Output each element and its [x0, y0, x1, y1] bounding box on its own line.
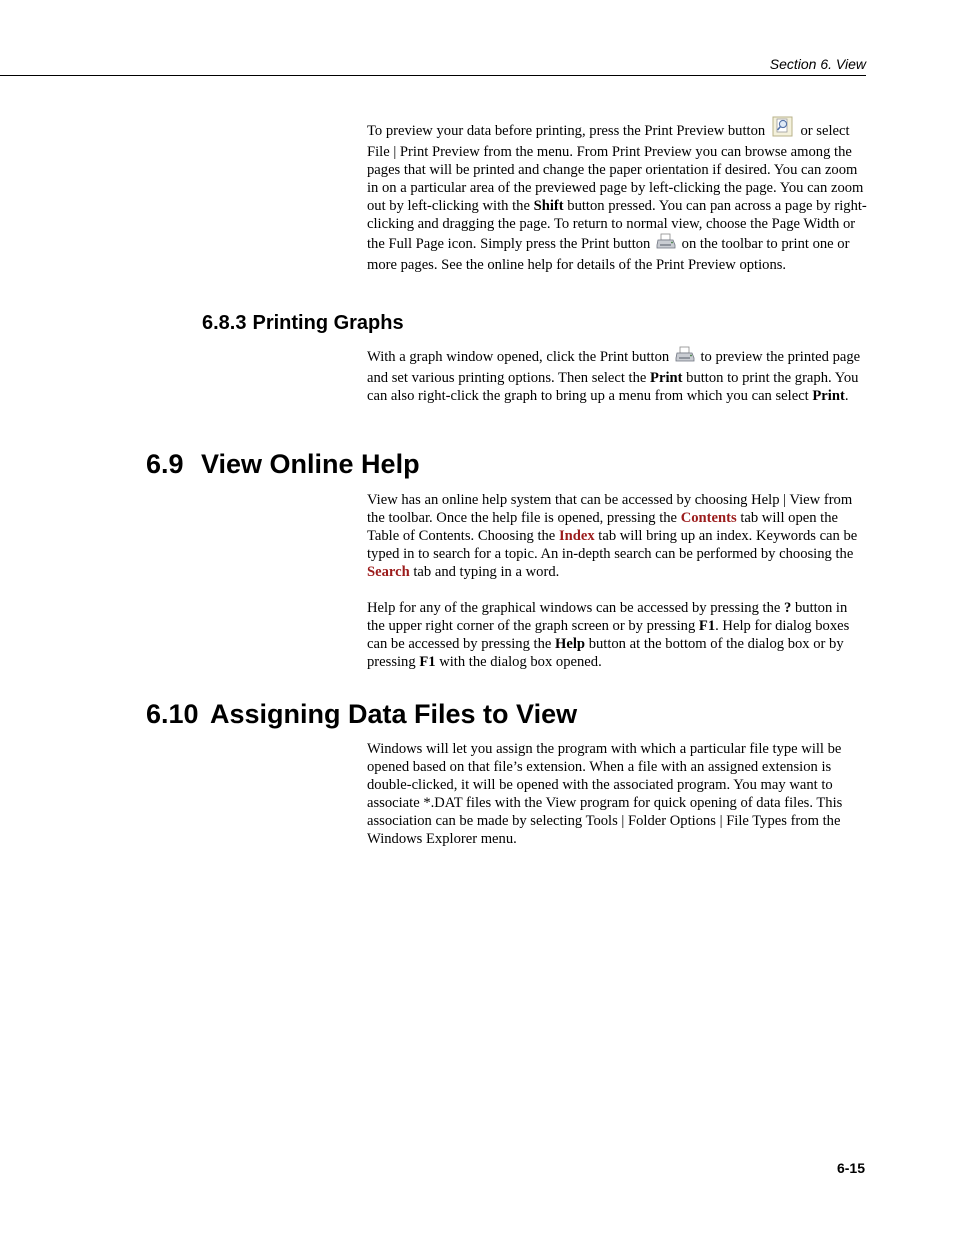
online-help-paragraph-2: Help for any of the graphical windows can be accessed by pressing the ? button in the upper right corner of the graph screen or by pressing F1. Help for dialog boxes can be accessed by pressing the Help button at the bottom of the dialog box or by pressing F1 with the dialog box opened. [367, 600, 850, 670]
heading-printing-graphs: 6.8.3 Printing Graphs [202, 312, 404, 334]
page-number: 6-15 [836, 1160, 865, 1176]
printing-graphs-section [367, 346, 867, 405]
print-preview-paragraph: To preview your data before printing, press the Print Preview button or select File | Print Preview from the menu. From Print Preview you can browse among the pages that will be printed and change the paper orientation if desired. You can zoom in on a particular area of the previewed page by left-clicking the page. You can zoom out by left-clicking with the Shift button pressed. You can pan across a page by right-clicking and dragging the page. To return to normal view, choose the Page Width or the Full Page icon. Simply press the Print button on the toolbar to print one or more pages. See the online help for details of the Print Preview options. [367, 116, 867, 274]
print-preview-section [367, 116, 867, 274]
printer-icon [675, 346, 695, 369]
contents-tab-link[interactable]: Contents [680, 510, 737, 526]
online-help-paragraph-1: View has an online help system that can be accessed by choosing Help | View from the toolbar. Once the help file is opened, pressing the Contents tab will open the Table of Contents. Choosing the Index tab will bring up an index. Keywords can be typed in to search for a topic. An in-depth search can be performed by choosing the Search tab and typing in a word. [367, 492, 858, 580]
printing-graphs-paragraph: With a graph window opened, click the Print button to preview the printed page and set various printing options. Then select the Print button to print the graph. You can also right-click the graph to bring up a menu from which you can select Print. [367, 346, 867, 405]
index-tab-link[interactable]: Index [558, 528, 595, 544]
assigning-files-section [367, 740, 867, 848]
heading-assigning-data-files: 6.10 Assigning Data Files to View [146, 699, 578, 729]
printer-icon [656, 233, 676, 256]
online-help-section [367, 491, 867, 671]
search-tab-link[interactable]: Search [367, 564, 410, 580]
print-preview-icon [771, 116, 795, 143]
heading-view-online-help: 6.9 View Online Help [146, 449, 420, 479]
assigning-files-paragraph: Windows will let you assign the program with which a particular file type will be opened based on that file’s extension. When a file with an assigned extension is double-clicked, it will be opened with the associated program. You may want to associate *.DAT files with the View program for quick opening of data files. This association can be made by selecting Tools | Folder Options | File Types from the Windows Explorer menu. [367, 741, 843, 847]
section-title: Section 6. View [769, 56, 866, 72]
page-header [0, 55, 866, 76]
